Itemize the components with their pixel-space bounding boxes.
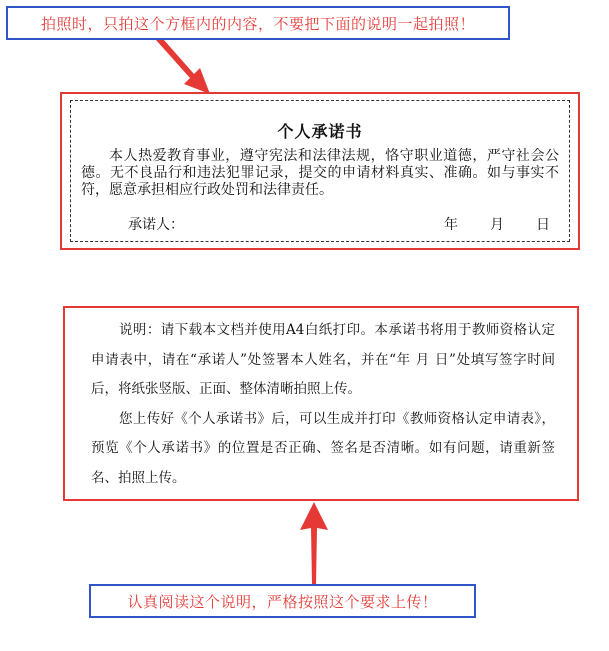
explanation-paragraph-1: 说明：请下载本文档并使用A4白纸打印。本承诺书将用于教师资格认定申请表中，请在“承诺人”处签署本人姓名，并在“年 月 日”处填写签字时间后，将纸张竖版、正面、整体清晰拍照上传。 — [91, 322, 555, 397]
bottom-instruction-callout — [89, 584, 476, 618]
date-month-label: 月 — [490, 217, 504, 233]
top-instruction-text: 拍照时，只拍这个方框内的内容，不要把下面的说明一起拍照！ — [40, 14, 475, 33]
pledge-title: 个人承诺书 — [277, 122, 363, 141]
pledge-signature-line — [128, 214, 566, 234]
date-year-label: 年 — [444, 217, 458, 233]
bottom-instruction-text: 认真阅读这个说明，严格按照这个要求上传！ — [127, 592, 438, 611]
explanation-box — [63, 306, 579, 501]
explanation-paragraph-2: 您上传好《个人承诺书》后，可以生成并打印《教师资格认定申请表》，预览《个人承诺书》的位置是否正确、签名是否清晰。如有问题，请重新签名、拍照上传。 — [91, 410, 555, 486]
date-day-label: 日 — [536, 217, 550, 233]
down-arrow-icon — [150, 40, 220, 96]
signer-label: 承诺人： — [128, 217, 184, 233]
pledge-photo-frame — [60, 92, 580, 250]
pledge-body-text: 本人热爱教育事业，遵守宪法和法律法规，恪守职业道德，严守社会公德。无不良品行和违法犯罪记录，提交的申请材料真实、准确。如与事实不符，愿意承担相应行政处罚和法律责任。 — [81, 148, 559, 198]
up-arrow-icon — [296, 502, 332, 584]
top-instruction-callout — [6, 6, 510, 40]
